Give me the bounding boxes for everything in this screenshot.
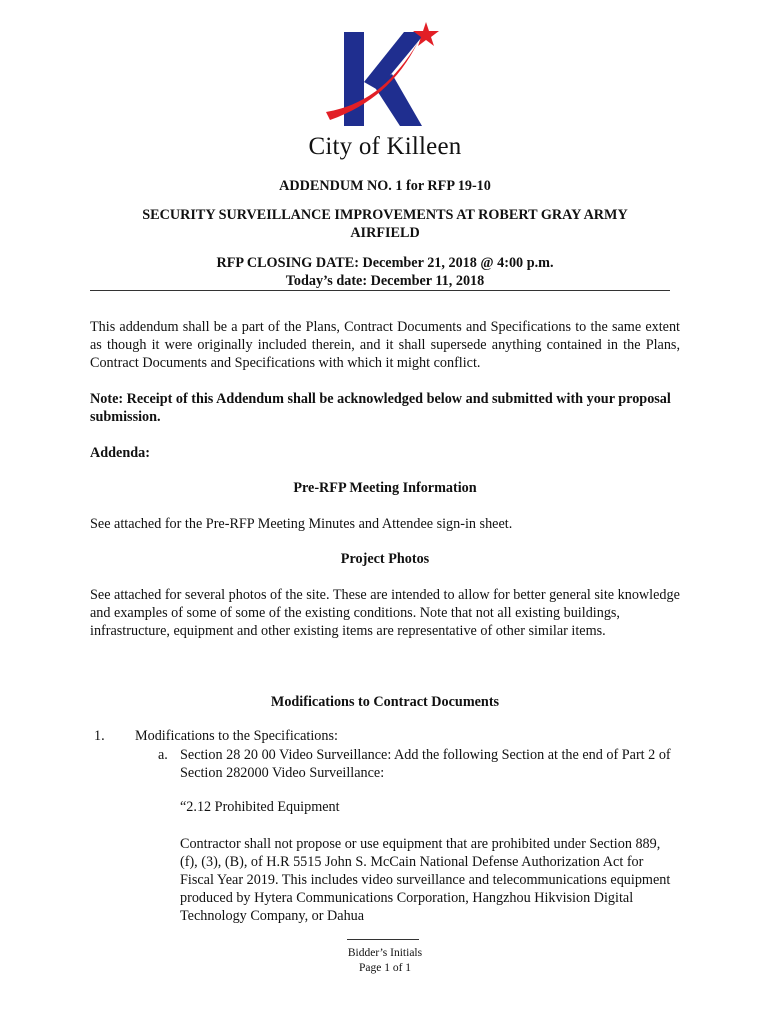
project-title-line-1: SECURITY SURVEILLANCE IMPROVEMENTS AT ROBERT GRAY ARMY xyxy=(142,207,628,223)
meeting-text: See attached for the Pre-RFP Meeting Minutes and Attendee sign-in sheet. xyxy=(90,516,513,532)
list-item-title: Modifications to the Specifications: xyxy=(135,728,338,744)
prohibited-equipment-text: Contractor shall not propose or use equipment that are prohibited under Section 889, (f), (3), (B), of H.R 5515 John S. McCain National Defense Authorization Act for Fiscal Year 2019. This includes video surveillance and telecommunications equipment produced by Hytera Communications Corporation, Hangzhou Hikvision Digital Technology Company, or Dahua xyxy=(180,836,671,924)
k-star-logo-icon xyxy=(322,20,444,138)
closing-date: RFP CLOSING DATE: December 21, 2018 @ 4:00 p.m. xyxy=(216,255,554,271)
initials-line xyxy=(347,939,419,940)
todays-date: Today’s date: December 11, 2018 xyxy=(285,273,485,289)
list-number: 1. xyxy=(94,728,105,744)
addenda-label: Addenda: xyxy=(90,445,150,461)
sub-item-text: Section 28 20 00 Video Surveillance: Add the following Section at the end of Part 2 of Section 282000 Video Surveillance: xyxy=(180,747,671,781)
photos-heading: Project Photos xyxy=(340,551,430,567)
addendum-title: ADDENDUM NO. 1 for RFP 19-10 xyxy=(279,178,491,194)
modifications-heading: Modifications to Contract Documents xyxy=(270,694,500,710)
intro-paragraph: This addendum shall be a part of the Plans, Contract Documents and Specifications to the same extent as though it were originally included therein, and it shall supersede anything contained in the Plans, Contract Documents and Specifications with which it might conflict. xyxy=(90,319,680,371)
acknowledgement-note: Note: Receipt of this Addendum shall be acknowledged below and submitted with your proposal submission. xyxy=(90,391,671,425)
sub-item-label: a. xyxy=(158,747,168,763)
photos-text: See attached for several photos of the site. These are intended to allow for better general site knowledge and examples of some of some of the existing conditions. Note that not all existing buildings, infrastructure, equipment and other existing items are representative of other similar items. xyxy=(90,587,680,639)
bidders-initials-label: Bidder’s Initials xyxy=(347,947,423,959)
city-name: City of Killeen xyxy=(308,133,462,160)
horizontal-divider xyxy=(90,290,670,291)
city-of-killeen-logo xyxy=(322,20,444,138)
prohibited-equipment-heading: “2.12 Prohibited Equipment xyxy=(180,799,340,815)
meeting-heading: Pre-RFP Meeting Information xyxy=(293,480,477,496)
project-title-line-2: AIRFIELD xyxy=(350,225,420,241)
page-number: Page 1 of 1 xyxy=(358,962,412,974)
